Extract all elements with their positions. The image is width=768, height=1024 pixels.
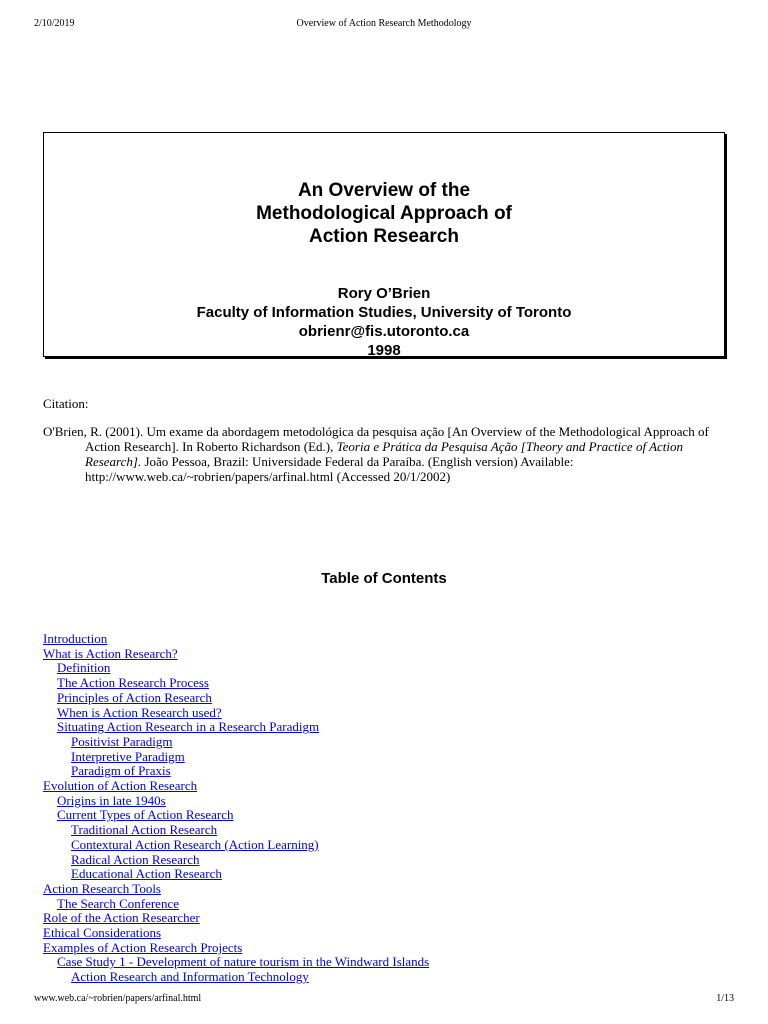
toc-item — [43, 955, 429, 970]
toc-item — [43, 882, 429, 897]
toc-link[interactable]: Origins in late 1940s — [57, 792, 166, 808]
toc-item — [43, 897, 429, 912]
citation-text-end: João Pessoa, Brazil: Universidade Federal da Paraíba. (English version) Available: http://www.web.ca/~robrien/papers/arfinal.html (Accessed 20/1/2002) — [85, 454, 574, 484]
toc-item — [43, 706, 429, 721]
print-header-date: 2/10/2019 — [34, 18, 75, 29]
toc-item — [43, 661, 429, 676]
toc-link[interactable]: The Action Research Process — [57, 675, 209, 691]
toc-item — [43, 970, 429, 985]
toc-item — [43, 779, 429, 794]
toc-link[interactable]: Examples of Action Research Projects — [43, 939, 243, 955]
toc-item — [43, 941, 429, 956]
toc-link[interactable]: Positivist Paradigm — [71, 733, 173, 749]
toc-item — [43, 926, 429, 941]
title-line-2: Methodological Approach of — [256, 203, 512, 224]
author-email: obrienr@fis.utoronto.ca — [298, 323, 470, 340]
toc-item — [43, 676, 429, 691]
toc-item — [43, 838, 429, 853]
toc-item — [43, 808, 429, 823]
toc-link[interactable]: What is Action Research? — [43, 645, 178, 661]
toc-link[interactable]: Definition — [57, 660, 111, 676]
toc-link[interactable]: Traditional Action Research — [71, 822, 218, 838]
toc-link[interactable]: Ethical Considerations — [43, 925, 162, 941]
toc-item — [43, 632, 429, 647]
toc-item — [43, 853, 429, 868]
toc-item — [43, 750, 429, 765]
toc-link[interactable]: Action Research Tools — [43, 880, 161, 896]
toc-link[interactable]: Case Study 1 - Development of nature tourism in the Windward Islands — [57, 954, 430, 970]
toc-link[interactable]: Action Research and Information Technology — [71, 969, 309, 985]
toc-link[interactable]: Evolution of Action Research — [43, 778, 198, 794]
citation-text-start: O'Brien, R. (2001). Um exame da abordagem metodológica da pesquisa ação [An Overview of the Methodological Approach of Action Research]. In Roberto Richardson (Ed.), — [43, 424, 709, 454]
toc-link[interactable]: When is Action Research used? — [57, 704, 222, 720]
citation-label: Citation: — [43, 396, 89, 411]
toc-link[interactable]: Principles of Action Research — [57, 689, 212, 705]
toc-item — [43, 764, 429, 779]
citation-text — [43, 424, 723, 484]
print-header-title: Overview of Action Research Methodology — [296, 18, 472, 29]
table-of-contents — [43, 632, 429, 985]
author-name: Rory O’Brien — [337, 285, 431, 302]
toc-link[interactable]: Current Types of Action Research — [57, 807, 234, 823]
toc-link[interactable]: Introduction — [43, 631, 108, 646]
toc-link[interactable]: Contextural Action Research (Action Learning) — [71, 836, 319, 852]
print-footer-url: www.web.ca/~robrien/papers/arfinal.html — [34, 993, 202, 1004]
toc-item — [43, 691, 429, 706]
author-block — [44, 284, 724, 360]
title-line-1: An Overview of the — [297, 180, 471, 201]
citation-book-title: Teoria e Prática da Pesquisa Ação [Theory and Practice of Action Research]. — [85, 439, 684, 469]
toc-item — [43, 720, 429, 735]
author-affiliation: Faculty of Information Studies, University of Toronto — [196, 304, 572, 321]
toc-item — [43, 823, 429, 838]
document-title — [44, 179, 724, 248]
publication-year: 1998 — [367, 342, 401, 359]
toc-heading: Table of Contents — [321, 570, 447, 587]
toc-item — [43, 867, 429, 882]
toc-link[interactable]: Interpretive Paradigm — [71, 748, 185, 764]
toc-item — [43, 647, 429, 662]
toc-item — [43, 794, 429, 809]
print-footer-page-number: 1/13 — [716, 993, 734, 1004]
toc-link[interactable]: Educational Action Research — [71, 866, 222, 882]
toc-link[interactable]: Radical Action Research — [71, 851, 200, 867]
title-box — [43, 132, 725, 357]
toc-link[interactable]: Situating Action Research in a Research Paradigm — [57, 719, 320, 735]
toc-link[interactable]: Paradigm of Praxis — [71, 763, 171, 779]
title-line-3: Action Research — [309, 226, 459, 247]
toc-link[interactable]: Role of the Action Researcher — [43, 910, 200, 926]
toc-item — [43, 911, 429, 926]
toc-link[interactable]: The Search Conference — [57, 895, 179, 911]
toc-item — [43, 735, 429, 750]
